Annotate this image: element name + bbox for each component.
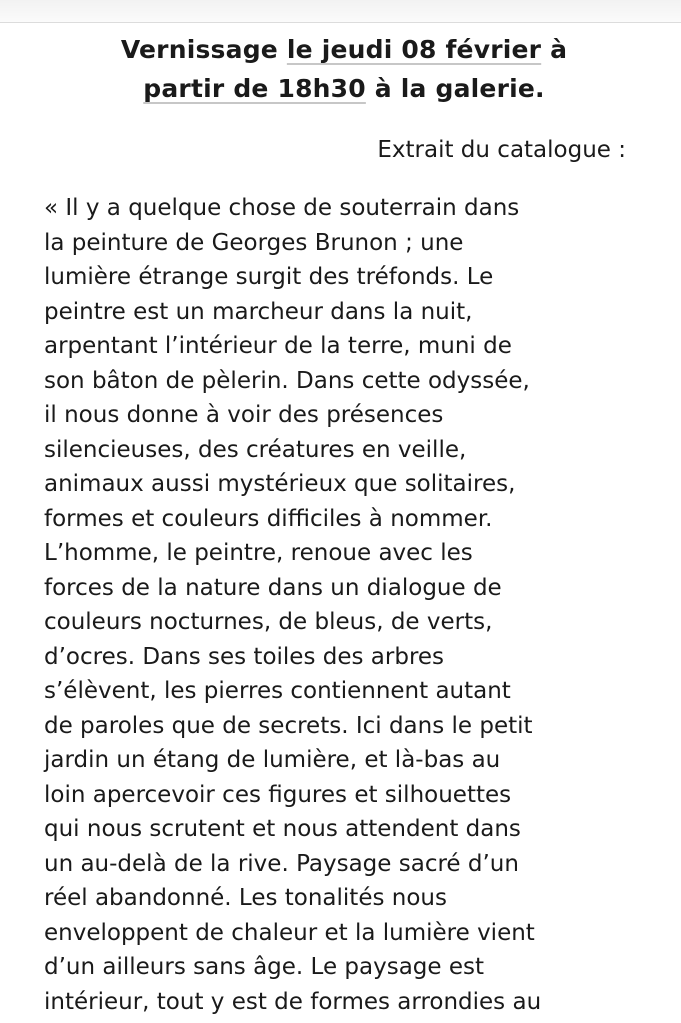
headline-date-suffix: à xyxy=(541,35,568,64)
quote-line: « Il y a quelque chose de souterrain dans xyxy=(44,195,520,221)
time-link[interactable]: partir de 18h30 xyxy=(143,74,366,103)
quote-line: L’homme, le peintre, renoue avec les xyxy=(44,540,473,566)
quote-line: s’élèvent, les pierres contiennent autant xyxy=(44,678,511,704)
quote-line: il nous donne à voir des présences xyxy=(44,402,444,428)
quote-line: réel abandonné. Les tonalités nous xyxy=(44,885,447,911)
quote-line: d’un ailleurs sans âge. Le paysage est xyxy=(44,954,484,980)
quote-line: animaux aussi mystérieux que solitaires, xyxy=(44,471,516,497)
quote-line: d’ocres. Dans ses toiles des arbres xyxy=(44,643,445,670)
quote-line: peintre est un marcheur dans la nuit, xyxy=(44,298,473,325)
catalogue-quote xyxy=(44,191,644,1019)
date-link[interactable]: le jeudi 08 février xyxy=(286,35,542,64)
article xyxy=(44,30,644,1019)
headline-suffix: à la galerie. xyxy=(365,74,545,103)
quote-line: son bâton de pèlerin. Dans cette odyssée, xyxy=(44,367,530,394)
quote-line: couleurs nocturnes, de bleus, de verts, xyxy=(44,609,493,635)
quote-line: enveloppent de chaleur et la lumière vient xyxy=(44,919,535,946)
headline-prefix: Vernissage xyxy=(120,35,287,64)
quote-line: arpentant l’intérieur de la terre, muni de xyxy=(44,333,512,359)
vernissage-headline xyxy=(44,30,644,108)
quote-line: jardin un étang de lumière, et là-bas au xyxy=(44,747,501,773)
catalogue-extract-label: Extrait du catalogue : xyxy=(377,137,626,163)
quote-line: la peinture de Georges Brunon ; une xyxy=(44,229,464,256)
quote-line: de paroles que de secrets. Ici dans le petit xyxy=(44,712,533,739)
quote-line: loin apercevoir ces figures et silhouettes xyxy=(44,781,512,808)
top-toolbar-edge xyxy=(0,0,681,23)
quote-line: un au-delà de la rive. Paysage sacré d’un xyxy=(44,850,519,877)
quote-line: silencieuses, des créatures en veille, xyxy=(44,436,467,463)
quote-line: formes et couleurs difficiles à nommer. xyxy=(44,505,493,532)
quote-line: intérieur, tout y est de formes arrondies au xyxy=(44,988,542,1015)
quote-line: qui nous scrutent et nous attendent dans xyxy=(44,816,521,842)
quote-line: lumière étrange surgit des tréfonds. Le xyxy=(44,264,494,290)
quote-line: forces de la nature dans un dialogue de xyxy=(44,574,502,601)
